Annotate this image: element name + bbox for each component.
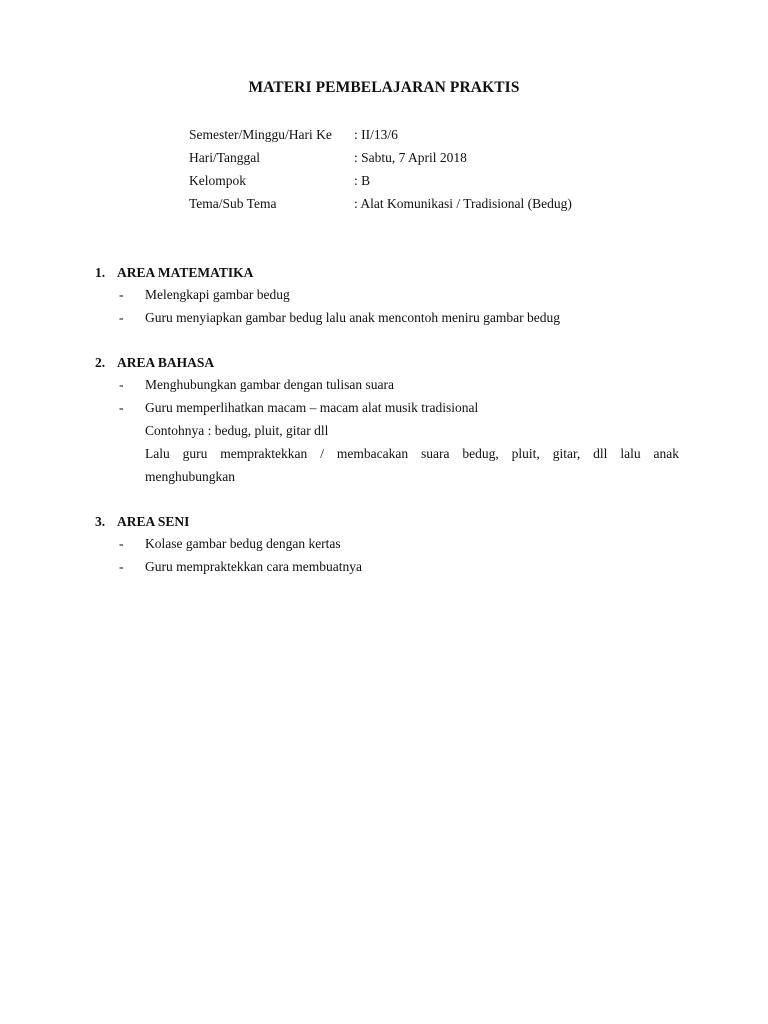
section-number: 1. <box>95 265 106 280</box>
section-title: AREA BAHASA <box>117 355 215 370</box>
list-item-text: Melengkapi gambar bedug <box>145 287 290 302</box>
list-item-text: Guru menyiapkan gambar bedug lalu anak mencontoh meniru gambar bedug <box>145 310 560 325</box>
section-title: AREA MATEMATIKA <box>117 265 254 280</box>
meta-value: : Sabtu, 7 April 2018 <box>354 150 467 165</box>
list-item-text: Guru memperlihatkan macam – macam alat musik tradisional <box>145 400 479 415</box>
dash-bullet: - <box>119 400 124 415</box>
list-item <box>95 399 679 422</box>
section-heading <box>95 264 679 286</box>
section-heading <box>95 513 679 535</box>
example-line: Contohnya : bedug, pluit, gitar dll <box>145 423 329 438</box>
section-heading <box>95 354 679 376</box>
meta-label: Hari/Tanggal <box>189 150 261 165</box>
meta-block <box>189 126 572 218</box>
list-item <box>95 286 679 309</box>
meta-label: Tema/Sub Tema <box>189 196 277 211</box>
dash-bullet: - <box>119 377 124 392</box>
list-item-text: Menghubungkan gambar dengan tulisan suara <box>145 377 394 392</box>
section-art <box>95 513 679 581</box>
section-language <box>95 354 679 491</box>
dash-bullet: - <box>119 559 124 574</box>
dash-bullet: - <box>119 310 124 325</box>
meta-row-date <box>189 149 572 172</box>
description-line-continued: menghubungkan <box>145 469 235 484</box>
list-item-text: Guru mempraktekkan cara membuatnya <box>145 559 363 574</box>
meta-value: : B <box>354 173 371 188</box>
meta-row-semester <box>189 126 572 149</box>
list-item <box>95 309 679 332</box>
section-title: AREA SENI <box>117 514 190 529</box>
list-item <box>95 558 679 581</box>
meta-value: : II/13/6 <box>354 127 398 142</box>
meta-label: Kelompok <box>189 173 246 188</box>
section-number: 3. <box>95 514 106 529</box>
list-item <box>95 376 679 399</box>
list-item-text: Kolase gambar bedug dengan kertas <box>145 536 341 551</box>
meta-value: : Alat Komunikasi / Tradisional (Bedug) <box>354 196 572 211</box>
page-title: MATERI PEMBELAJARAN PRAKTIS <box>248 79 520 96</box>
meta-row-theme <box>189 195 572 218</box>
meta-row-group <box>189 172 572 195</box>
dash-bullet: - <box>119 287 124 302</box>
dash-bullet: - <box>119 536 124 551</box>
meta-label: Semester/Minggu/Hari Ke <box>189 127 332 142</box>
section-math <box>95 264 679 332</box>
description-line: Lalu guru mempraktekkan / membacakan suara bedug, pluit, gitar, dll lalu anak <box>145 446 679 461</box>
section-number: 2. <box>95 355 106 370</box>
list-item <box>95 535 679 558</box>
